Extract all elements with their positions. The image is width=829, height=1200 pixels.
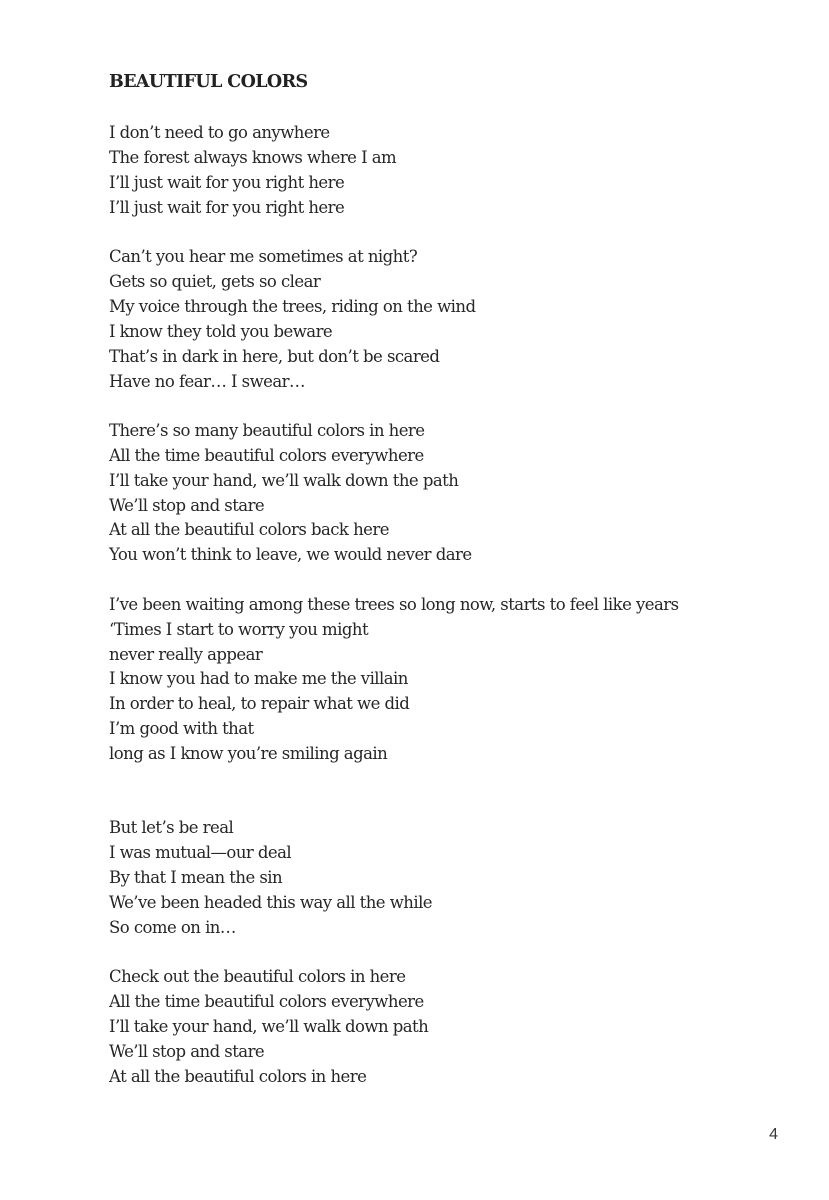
stanza-6: [109, 965, 789, 1089]
poem-line: I was mutual—our deal: [109, 842, 292, 862]
poem-line: I’ll take your hand, we’ll walk down path: [109, 1016, 429, 1036]
poem-line: There’s so many beautiful colors in here: [109, 420, 425, 440]
poem-line: You won’t think to leave, we would never dare: [109, 545, 472, 565]
poem-line: All the time beautiful colors everywhere: [109, 991, 424, 1011]
poem-line: I don’t need to go anywhere: [109, 123, 330, 142]
poem-line: long as I know you’re smiling again: [109, 744, 388, 764]
poem-line: The forest always knows where I am: [109, 147, 397, 167]
stanza-5: [109, 816, 789, 940]
stanza-2: [109, 245, 789, 394]
poem-line: I’ll just wait for you right here: [109, 197, 345, 217]
poem-line: I’m good with that: [109, 719, 254, 739]
poem-line: We’ll stop and stare: [109, 1041, 265, 1061]
poem-line: But let’s be real: [109, 817, 234, 837]
poem-body: [109, 121, 789, 1114]
stanza-1: [109, 121, 789, 221]
poem-line: Check out the beautiful colors in here: [109, 966, 406, 986]
poem-line: In order to heal, to repair what we did: [109, 694, 410, 714]
poem-line: Have no fear… I swear…: [109, 371, 305, 391]
page-number: 4: [769, 1126, 778, 1143]
poem-line: never really appear: [109, 644, 263, 664]
poem-line: All the time beautiful colors everywhere: [109, 445, 424, 465]
poem-line: At all the beautiful colors back here: [109, 520, 389, 540]
poem-line: I know you had to make me the villain: [109, 669, 408, 689]
poem-line: ‘Times I start to worry you might: [109, 619, 369, 639]
poem-line: Gets so quiet, gets so clear: [109, 271, 321, 291]
poem-line: That’s in dark in here, but don’t be scared: [109, 346, 440, 366]
poem-line: We’ll stop and stare: [109, 495, 265, 515]
poem-line: By that I mean the sin: [109, 867, 283, 887]
poem-line: At all the beautiful colors in here: [109, 1066, 367, 1086]
stanza-4: [109, 593, 789, 767]
poem-line: We’ve been headed this way all the while: [109, 892, 433, 912]
poem-line: Can’t you hear me sometimes at night?: [109, 247, 418, 267]
poem-title: BEAUTIFUL COLORS: [109, 72, 308, 92]
poem-line: I’ll take your hand, we’ll walk down the path: [109, 470, 459, 490]
poem-line: I’ve been waiting among these trees so long now, starts to feel like years: [109, 594, 679, 614]
poem-line: I’ll just wait for you right here: [109, 172, 345, 192]
poem-line: So come on in…: [109, 917, 236, 937]
stanza-3: [109, 419, 789, 568]
poem-line: I know they told you beware: [109, 321, 333, 341]
poem-line: My voice through the trees, riding on the wind: [109, 296, 476, 316]
